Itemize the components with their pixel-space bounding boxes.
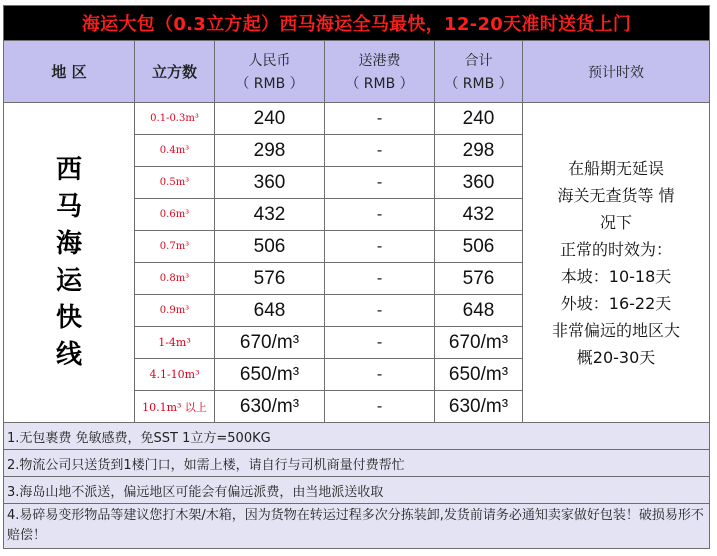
- price-table-sheet: [3, 5, 709, 549]
- note-text: 1.无包裹费 免敏感费，免SST 1立方=500KG: [4, 423, 710, 450]
- rmb-cell: 298: [215, 135, 325, 167]
- total-cell: 670/m³: [435, 327, 523, 359]
- port-fee-cell: -: [325, 391, 435, 423]
- volume-cell: 0.1-0.3m³: [135, 103, 215, 135]
- region-char: 西: [55, 154, 82, 185]
- header-total-title: 合计: [464, 53, 493, 69]
- port-fee-cell: -: [325, 167, 435, 199]
- header-volume: 立方数: [135, 41, 215, 103]
- table-row: [4, 103, 710, 135]
- rmb-cell: 670/m³: [215, 327, 325, 359]
- port-fee-cell: -: [325, 295, 435, 327]
- header-total-unit: （ RMB ）: [444, 76, 513, 92]
- header-port-fee: [325, 41, 435, 103]
- port-fee-cell: -: [325, 327, 435, 359]
- eta-line: 况下: [600, 212, 633, 232]
- total-cell: 432: [435, 199, 523, 231]
- rmb-cell: 576: [215, 263, 325, 295]
- total-cell: 650/m³: [435, 359, 523, 391]
- total-cell: 506: [435, 231, 523, 263]
- note-text: 2.物流公司只送货到1楼门口，如需上楼，请自行与司机商量付费帮忙: [4, 450, 710, 477]
- note-row: [4, 423, 710, 450]
- header-region: 地 区: [4, 41, 135, 103]
- region-char: 运: [55, 265, 82, 296]
- header-eta: 预计时效: [523, 41, 710, 103]
- volume-cell: 10.1m³ 以上: [135, 391, 215, 423]
- port-fee-cell: -: [325, 199, 435, 231]
- header-rmb-unit: （ RMB ）: [235, 76, 304, 92]
- volume-cell: 0.4m³: [135, 135, 215, 167]
- eta-line: 概20-30天: [576, 347, 656, 367]
- region-char: 海: [55, 228, 82, 259]
- rmb-cell: 648: [215, 295, 325, 327]
- port-fee-cell: -: [325, 263, 435, 295]
- total-cell: 648: [435, 295, 523, 327]
- volume-cell: 4.1-10m³: [135, 359, 215, 391]
- header-port-fee-unit: （ RMB ）: [345, 76, 414, 92]
- header-rmb-title: 人民币: [248, 53, 291, 69]
- region-char: 马: [55, 191, 82, 222]
- eta-line: 本坡：10-18天: [560, 266, 672, 286]
- header-port-fee-title: 送港费: [358, 53, 401, 69]
- total-cell: 630/m³: [435, 391, 523, 423]
- banner-title: 海运大包（0.3立方起）西马海运全马最快，12-20天准时送货上门: [4, 6, 710, 41]
- rmb-cell: 650/m³: [215, 359, 325, 391]
- note-row: [4, 450, 710, 477]
- rmb-cell: 630/m³: [215, 391, 325, 423]
- eta-line: 在船期无延误: [568, 158, 665, 178]
- rmb-cell: 240: [215, 103, 325, 135]
- note-text: 3.海岛山地不派送，偏远地区可能会有偏远派费，由当地派送收取: [4, 477, 710, 504]
- total-cell: 360: [435, 167, 523, 199]
- note-text: 4.易碎易变形物品等建议您打木架/木箱，因为货物在转运过程多次分拣装卸,发货前请务必通知卖家做好包装！破损易形不赔偿！: [4, 504, 710, 549]
- region-char: 快: [55, 302, 82, 333]
- region-cell: [4, 103, 135, 423]
- total-cell: 240: [435, 103, 523, 135]
- volume-cell: 0.7m³: [135, 231, 215, 263]
- total-cell: 576: [435, 263, 523, 295]
- eta-line: 非常偏远的地区大: [552, 320, 681, 340]
- volume-cell: 1-4m³: [135, 327, 215, 359]
- eta-line: 海关无查货等 情: [557, 185, 675, 205]
- volume-cell: 0.5m³: [135, 167, 215, 199]
- eta-cell: [523, 103, 710, 423]
- eta-line: 正常的时效为：: [560, 239, 673, 259]
- rmb-cell: 432: [215, 199, 325, 231]
- header-total: [435, 41, 523, 103]
- price-table: [3, 5, 710, 549]
- port-fee-cell: -: [325, 135, 435, 167]
- port-fee-cell: -: [325, 103, 435, 135]
- banner-row: [4, 6, 710, 41]
- header-rmb: [215, 41, 325, 103]
- total-cell: 298: [435, 135, 523, 167]
- note-row: [4, 504, 710, 549]
- port-fee-cell: -: [325, 359, 435, 391]
- eta-line: 外坡：16-22天: [560, 293, 672, 313]
- volume-cell: 0.9m³: [135, 295, 215, 327]
- volume-cell: 0.8m³: [135, 263, 215, 295]
- note-row: [4, 477, 710, 504]
- header-row: [4, 41, 710, 103]
- rmb-cell: 506: [215, 231, 325, 263]
- volume-cell: 0.6m³: [135, 199, 215, 231]
- region-char: 线: [55, 339, 82, 370]
- port-fee-cell: -: [325, 231, 435, 263]
- rmb-cell: 360: [215, 167, 325, 199]
